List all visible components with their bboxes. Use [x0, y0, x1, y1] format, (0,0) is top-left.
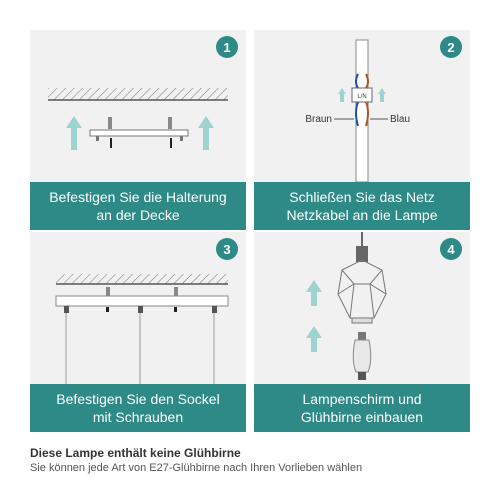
caption-line: Befestigen Sie die Halterung [49, 189, 227, 205]
up-arrow-icon [66, 116, 82, 150]
step-2-panel [254, 30, 470, 230]
up-arrow-icon [306, 280, 322, 306]
step-4-panel [254, 232, 470, 432]
step-badge: 4 [440, 238, 462, 260]
footer-subtitle: Sie können jede Art von E27-Glühbirne nach Ihren Vorlieben wählen [30, 462, 363, 474]
caption-line: Glühbirne einbauen [300, 409, 424, 425]
blue-wire-label: Blau [390, 114, 411, 125]
caption-line: Befestigen Sie den Sockel [56, 391, 220, 407]
step-caption [254, 384, 470, 432]
connector-label: L/N [357, 94, 367, 100]
up-arrow-icon [306, 326, 322, 352]
caption-line: Netzkabel an die Lampe [286, 207, 438, 223]
light-bulb-icon [353, 332, 371, 380]
ceiling-bracket-illustration [30, 30, 246, 182]
caption-line: an der Decke [96, 207, 180, 223]
shade-bulb-illustration [254, 232, 470, 384]
step-caption [254, 182, 470, 230]
up-arrow-icon [378, 88, 386, 102]
step-badge: 2 [440, 36, 462, 58]
up-arrow-icon [198, 116, 214, 150]
step-caption [30, 384, 246, 432]
canopy-mount-illustration [30, 232, 246, 384]
step-1-panel [30, 30, 246, 230]
wiring-illustration [254, 30, 470, 182]
step-badge: 3 [216, 238, 238, 260]
step-badge: 1 [216, 36, 238, 58]
lamp-shade-icon [338, 260, 386, 323]
caption-line: Lampenschirm und [302, 391, 422, 407]
step-caption [30, 182, 246, 230]
step-3-panel [30, 232, 246, 432]
brown-wire-label: Braun [305, 114, 332, 125]
up-arrow-icon [338, 88, 346, 102]
caption-line: mit Schrauben [92, 409, 184, 425]
footer-title: Diese Lampe enthält keine Glühbirne [30, 446, 241, 460]
caption-line: Schließen Sie das Netz [289, 189, 435, 205]
